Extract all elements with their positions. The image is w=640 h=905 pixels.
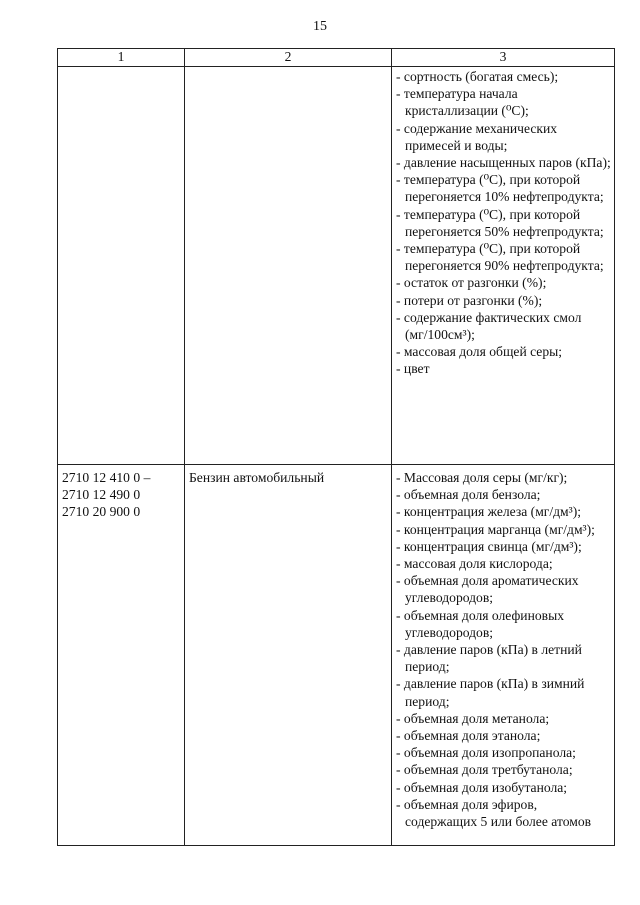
product-name-cell — [185, 67, 392, 465]
list-item: - объемная доля третбутанола; — [396, 762, 573, 778]
list-item: - температура (⁰С), при которой перегоняется 50% нефтепродукта; — [396, 206, 604, 239]
list-item: - массовая доля кислорода; — [396, 556, 553, 572]
list-item: - объемная доля олефиновых углеводородов; — [396, 607, 564, 640]
list-item: - концентрация марганца (мг/дм³); — [396, 521, 595, 537]
product-name-cell — [185, 465, 392, 846]
list-item: - потери от разгонки (%); — [396, 292, 543, 308]
list-item: - содержание фактических смол (мг/100см³); — [396, 309, 582, 343]
table-header-row — [58, 49, 615, 67]
parameters-list — [396, 68, 611, 378]
parameters-cell — [392, 465, 615, 846]
product-name: Бензин автомобильный — [189, 470, 325, 485]
list-item: - объемная доля ароматических углеводородов; — [396, 573, 579, 606]
table-row — [58, 67, 615, 465]
list-item: - концентрация свинца (мг/дм³); — [396, 538, 582, 554]
product-code: 2710 20 900 0 — [62, 504, 141, 520]
list-item: - давление паров (кПа) в летний период; — [396, 642, 582, 675]
product-code-cell — [58, 67, 185, 465]
column-header-2: 2 — [185, 49, 392, 67]
table-row — [58, 465, 615, 846]
product-code: 2710 12 490 0 — [62, 487, 141, 503]
column-header-1: 1 — [58, 49, 185, 67]
list-item: - массовая доля общей серы; — [396, 344, 563, 360]
list-item: - остаток от разгонки (%); — [396, 275, 547, 291]
list-item: - давление паров (кПа) в зимний период; — [396, 676, 585, 709]
list-item: - температура (⁰С), при которой перегоняется 10% нефтепродукта; — [396, 172, 604, 205]
list-item: - температура начала кристаллизации (⁰С); — [396, 86, 529, 119]
list-item: - сортность (богатая смесь); — [396, 69, 559, 84]
list-item: - концентрация железа (мг/дм³); — [396, 504, 582, 520]
list-item: - объемная доля этанола; — [396, 728, 541, 744]
list-item: - объемная доля эфиров, содержащих 5 или более атомов — [396, 796, 592, 830]
list-item: - цвет — [396, 361, 430, 377]
list-item: - содержание механических примесей и воды; — [396, 120, 558, 153]
list-item: - объемная доля метанола; — [396, 710, 550, 726]
list-item: - объемная доля изопропанола; — [396, 745, 576, 761]
list-item: - объемная доля изобутанола; — [396, 779, 568, 795]
column-header-3: 3 — [392, 49, 615, 67]
list-item: - температура (⁰С), при которой перегоняется 90% нефтепродукта; — [396, 241, 604, 274]
parameters-table — [57, 48, 615, 846]
list-item: - объемная доля бензола; — [396, 487, 541, 503]
parameters-list — [396, 469, 611, 830]
list-item: - Массовая доля серы (мг/кг); — [396, 470, 568, 485]
parameters-cell — [392, 67, 615, 465]
list-item: - давление насыщенных паров (кПа); — [396, 155, 611, 171]
product-code: 2710 12 410 0 – — [62, 470, 151, 485]
page-number: 15 — [313, 19, 327, 34]
product-code-cell — [58, 465, 185, 846]
